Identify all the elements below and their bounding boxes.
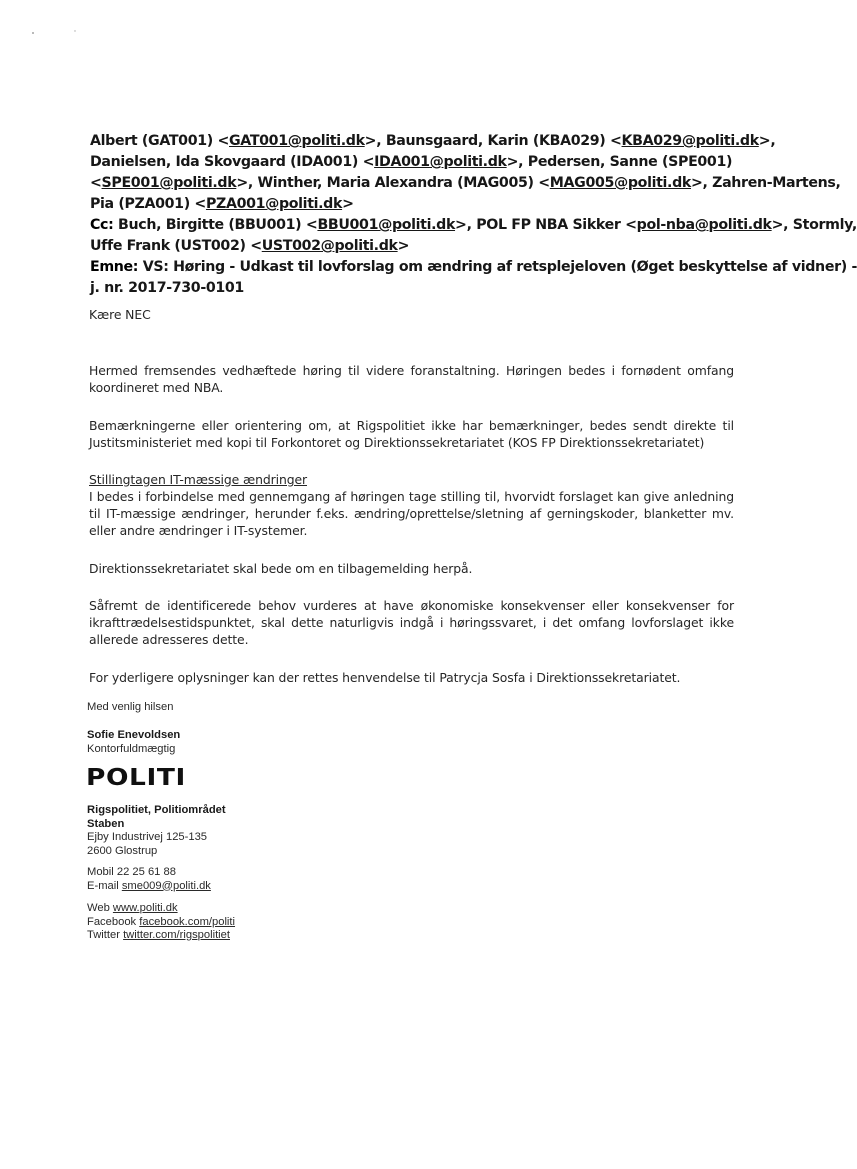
email-link[interactable]: IDA001@politi.dk xyxy=(374,154,507,170)
web-link[interactable]: www.politi.dk xyxy=(112,902,178,914)
contact-block xyxy=(87,866,211,893)
email-link[interactable]: MAG005@politi.dk xyxy=(549,175,691,191)
address-line-1: Ejby Industrivej 125-135 xyxy=(87,831,208,843)
to-line-1: Albert (GAT001) <GAT001@politi.dk>, Baunsgaard, Karin (KBA029) <KBA029@politi.dk>, xyxy=(90,133,776,149)
greeting: Kære NEC xyxy=(89,307,151,322)
web-line: Web www.politi.dk xyxy=(87,902,178,914)
paragraph-1: Hermed fremsendes vedhæftede høring til videre foranstaltning. Høringen bedes i fornødent omfang koordineret med NBA. xyxy=(89,363,734,395)
email-link[interactable]: BBU001@politi.dk xyxy=(317,217,456,233)
to-line-4: Pia (PZA001) <PZA001@politi.dk> xyxy=(90,196,354,212)
paragraph-6: For yderligere oplysninger kan der rettes henvendelse til Patrycja Sosfa i Direktionssekretariatet. xyxy=(89,670,681,685)
email-link[interactable]: pol-nba@politi.dk xyxy=(636,217,772,233)
subject-line-2: j. nr. 2017-730-0101 xyxy=(90,280,244,296)
mobile-number: 22 25 61 88 xyxy=(116,866,176,878)
email-link[interactable]: SPE001@politi.dk xyxy=(101,175,237,191)
subject-text: VS: Høring - Udkast til lovforslag om ændring af retsplejeloven (Øget beskyttelse af vidner) - xyxy=(138,259,857,275)
facebook-link[interactable]: facebook.com/politi xyxy=(139,915,236,928)
subject-line-1 xyxy=(90,257,857,278)
org-name: Rigspolitiet, Politiområdet xyxy=(87,804,226,816)
cc-line-1: Cc: Buch, Birgitte (BBU001) <BBU001@politi.dk>, POL FP NBA Sikker <pol-nba@politi.dk>, Stormly, xyxy=(90,217,857,233)
twitter-line: Twitter twitter.com/rigspolitiet xyxy=(87,929,230,941)
email-line: E-mail sme009@politi.dk xyxy=(87,879,211,892)
paragraph-4: Direktionssekretariatet skal bede om en tilbagemelding herpå. xyxy=(89,561,473,576)
closing: Med venlig hilsen xyxy=(87,701,174,713)
to-line-3: <SPE001@politi.dk>, Winther, Maria Alexandra (MAG005) <MAG005@politi.dk>, Zahren-Martens, xyxy=(90,175,841,191)
cc-label: Cc: xyxy=(90,217,114,233)
links-block xyxy=(87,902,235,943)
paragraph-2: Bemærkningerne eller orientering om, at Rigspolitiet ikke har bemærkninger, bedes sendt direkte til Justitsministeriet med kopi til Forkontoret og Direktionssekretariatet (KOS FP Direktionssekretariatet) xyxy=(89,418,734,450)
signer-name: Sofie Enevoldsen xyxy=(87,729,181,741)
to-line-2: Danielsen, Ida Skovgaard (IDA001) <IDA001@politi.dk>, Pedersen, Sanne (SPE001) xyxy=(90,154,733,170)
subject-label: Emne: xyxy=(90,259,139,275)
email-link[interactable]: UST002@politi.dk xyxy=(261,238,398,254)
twitter-link[interactable]: twitter.com/rigspolitiet xyxy=(123,929,230,941)
paragraph-3-text: I bedes i forbindelse med gennemgang af høringen tage stilling til, hvorvidt forslaget kan give anledning til IT-mæssige ændringer, herunder f.eks. ændring/oprettelse/sletning af gerningskoder, blanketter mv. eller andre ændringer i IT-systemer. xyxy=(89,489,734,538)
address-line-2: 2600 Glostrup xyxy=(87,844,158,857)
organization-block xyxy=(87,804,226,858)
facebook-line: Facebook facebook.com/politi xyxy=(87,915,236,928)
mobile-line: Mobil 22 25 61 88 xyxy=(87,866,176,878)
paragraph-5: Såfremt de identificerede behov vurderes at have økonomiske konsekvenser eller konsekvenser for ikrafttrædelsestidspunktet, skal dette naturligvis indgå i høringssvaret, i det omfang lovforslaget ikke allerede adresseres dette. xyxy=(89,598,734,647)
email-link[interactable]: KBA029@politi.dk xyxy=(621,133,759,149)
politi-logo: POLITI xyxy=(86,765,186,791)
paragraph-3 xyxy=(89,471,734,539)
signature-block xyxy=(87,729,180,756)
email-link[interactable]: PZA001@politi.dk xyxy=(205,196,343,212)
org-department: Staben xyxy=(87,817,125,830)
cc-line-2: Uffe Frank (UST002) <UST002@politi.dk> xyxy=(90,238,410,254)
signer-title: Kontorfuldmægtig xyxy=(87,742,176,755)
email-header xyxy=(90,131,857,299)
signature-email-link[interactable]: sme009@politi.dk xyxy=(121,879,211,892)
section-heading: Stillingtagen IT-mæssige ændringer xyxy=(89,472,307,487)
email-link[interactable]: GAT001@politi.dk xyxy=(229,133,365,149)
